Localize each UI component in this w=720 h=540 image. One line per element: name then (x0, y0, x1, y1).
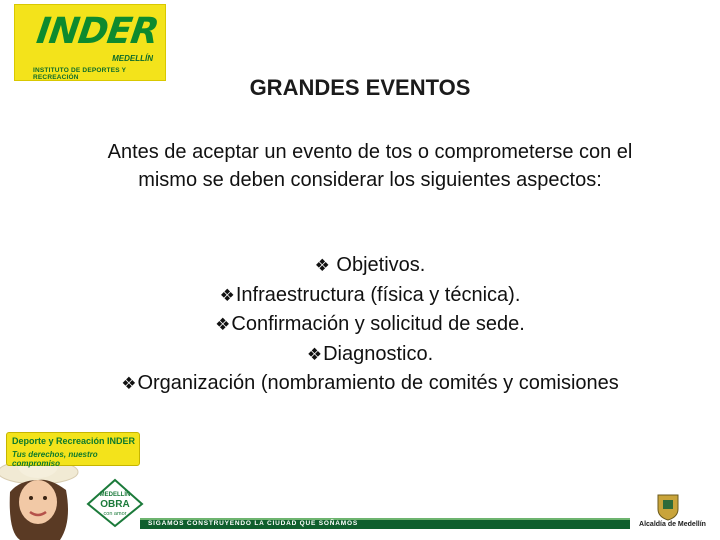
footer-band-text: SIGAMOS CONSTRUYENDO LA CIUDAD QUE SOÑAMOS (148, 520, 358, 527)
diamond-bullet-icon: ❖ (219, 285, 235, 305)
slide-title: GRANDES EVENTOS (249, 75, 471, 100)
list-item-text: Organización (nombramiento de comités y comisiones (137, 372, 619, 394)
list-item (90, 369, 650, 399)
deporte-recreacion-badge (6, 432, 140, 466)
list-item-text: Diagnostico. (323, 342, 434, 365)
obra-top-text: MEDELLÍN (99, 492, 131, 498)
badge-slogan: Tus derechos, nuestro compromiso (12, 450, 98, 468)
alcaldia-shield-icon (655, 493, 681, 521)
list-item (90, 251, 650, 281)
alcaldia-label: Alcaldía de Medellín (639, 521, 706, 528)
logo-tagline: INSTITUTO DE DEPORTES Y RECREACIÓN (33, 67, 127, 81)
badge-title: Deporte y Recreación INDER (12, 436, 136, 446)
list-item-text: Infraestructura (física y técnica). (235, 283, 521, 306)
list-item-text: Objetivos. (330, 254, 426, 276)
obra-mid-text: OBRA (100, 499, 130, 510)
logo-city: MEDELLÍN (112, 54, 153, 63)
list-item (90, 281, 650, 311)
aspects-list (90, 251, 650, 399)
list-item (90, 310, 650, 340)
inder-logo (14, 4, 166, 81)
diamond-bullet-icon: ❖ (215, 315, 231, 334)
diamond-bullet-icon: ❖ (121, 374, 137, 393)
list-item-text: Confirmación y solicitud de sede. (231, 313, 525, 335)
obra-bottom-text: con amor (103, 511, 127, 517)
medellin-obra-logo (86, 478, 144, 528)
diamond-bullet-icon: ❖ (314, 256, 330, 275)
list-item (90, 340, 650, 370)
logo-wordmark: INDER (34, 11, 161, 52)
intro-paragraph: Antes de aceptar un evento de tos o comprometerse con el mismo se deben considerar los siguientes aspectos: (107, 141, 633, 191)
diamond-bullet-icon: ❖ (306, 344, 323, 364)
